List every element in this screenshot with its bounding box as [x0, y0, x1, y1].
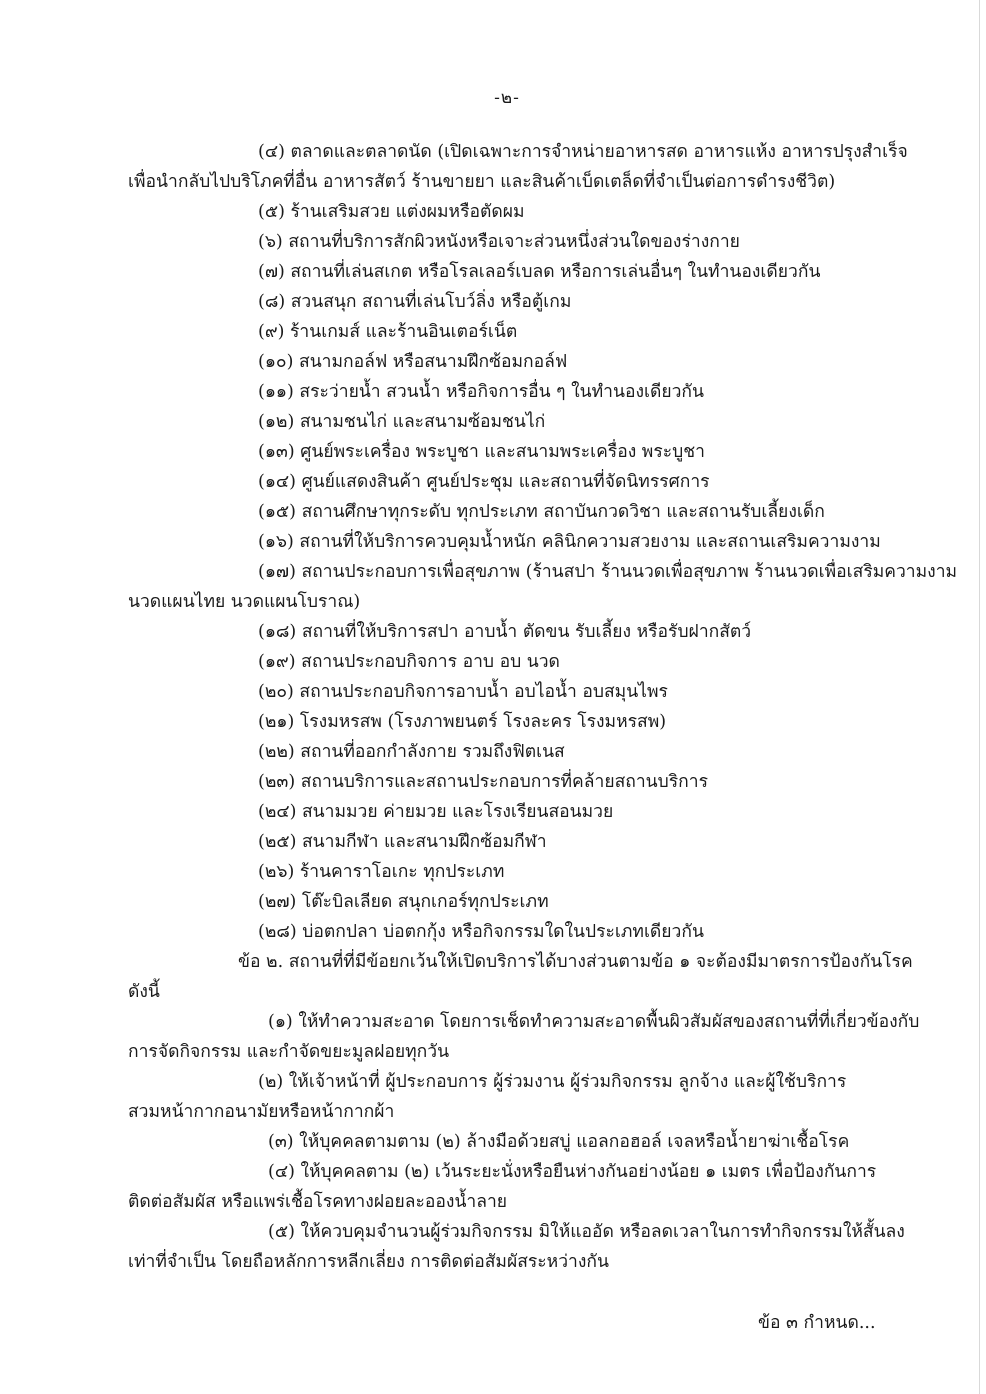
- list-item: (๑๑) สระว่ายน้ำ สวนน้ำ หรือกิจการอื่น ๆ ในทำนองเดียวกัน: [258, 382, 704, 402]
- measure-item: (๔) ให้บุคคลตาม (๒) เว้นระยะนั่งหรือยืนห่างกันอย่างน้อย ๑ เมตร เพื่อป้องกันการ: [268, 1162, 877, 1182]
- list-item: (๒๘) บ่อตกปลา บ่อตกกุ้ง หรือกิจกรรมใดในประเภทเดียวกัน: [258, 922, 704, 942]
- measure-item: (๓) ให้บุคคลตามตาม (๒) ล้างมือด้วยสบู่ แอลกอฮอล์ เจลหรือน้ำยาฆ่าเชื้อโรค: [268, 1132, 850, 1152]
- list-item: (๒๗) โต๊ะบิลเลียด สนุกเกอร์ทุกประเภท: [258, 892, 549, 912]
- page-edge-line: [979, 0, 980, 1394]
- list-item: (๑๓) ศูนย์พระเครื่อง พระบูชา และสนามพระเครื่อง พระบูชา: [258, 442, 705, 462]
- list-item: (๘) สวนสนุก สถานที่เล่นโบว์ลิ่ง หรือตู้เกม: [258, 292, 572, 312]
- list-item: (๙) ร้านเกมส์ และร้านอินเตอร์เน็ต: [258, 322, 518, 342]
- list-item: (๑๕) สถานศึกษาทุกระดับ ทุกประเภท สถาบันกวดวิชา และสถานรับเลี้ยงเด็ก: [258, 502, 825, 522]
- continuation-note: ข้อ ๓ กำหนด...: [758, 1313, 876, 1333]
- list-item: (๒๕) สนามกีฬา และสนามฝึกซ้อมกีฬา: [258, 832, 547, 852]
- measure-item: (๑) ให้ทำความสะอาด โดยการเช็ดทำความสะอาดพื้นผิวสัมผัสของสถานที่ที่เกี่ยวข้องกับ: [268, 1012, 920, 1032]
- measure-item: (๒) ให้เจ้าหน้าที่ ผู้ประกอบการ ผู้ร่วมงาน ผู้ร่วมกิจกรรม ลูกจ้าง และผู้ใช้บริการ: [258, 1072, 847, 1092]
- list-item: (๑๘) สถานที่ให้บริการสปา อาบน้ำ ตัดขน รับเลี้ยง หรือรับฝากสัตว์: [258, 622, 752, 642]
- list-item: (๒๓) สถานบริการและสถานประกอบการที่คล้ายสถานบริการ: [258, 772, 708, 792]
- measure-item-continuation: การจัดกิจกรรม และกำจัดขยะมูลฝอยทุกวัน: [128, 1042, 450, 1062]
- list-item-continuation: นวดแผนไทย นวดแผนโบราณ): [128, 592, 361, 612]
- list-item: (๒๑) โรงมหรสพ (โรงภาพยนตร์ โรงละคร โรงมหรสพ): [258, 712, 667, 732]
- measure-item-continuation: สวมหน้ากากอนามัยหรือหน้ากากผ้า: [128, 1102, 395, 1122]
- list-item: (๑๐) สนามกอล์ฟ หรือสนามฝึกซ้อมกอล์ฟ: [258, 352, 568, 372]
- measure-item-continuation: ติดต่อสัมผัส หรือแพร่เชื้อโรคทางฝอยละอองน้ำลาย: [128, 1192, 508, 1212]
- list-item: (๒๒) สถานที่ออกกำลังกาย รวมถึงฟิตเนส: [258, 742, 565, 762]
- clause-heading-continuation: ดังนี้: [128, 982, 160, 1002]
- list-item: (๖) สถานที่บริการสักผิวหนังหรือเจาะส่วนหนึ่งส่วนใดของร่างกาย: [258, 232, 740, 252]
- measure-item: (๕) ให้ควบคุมจำนวนผู้ร่วมกิจกรรม มิให้แออัด หรือลดเวลาในการทำกิจกรรมให้สั้นลง: [268, 1222, 905, 1242]
- list-item: (๑๙) สถานประกอบกิจการ อาบ อบ นวด: [258, 652, 560, 672]
- page-number: -๒-: [494, 88, 520, 108]
- list-item: (๑๖) สถานที่ให้บริการควบคุมน้ำหนัก คลินิกความสวยงาม และสถานเสริมความงาม: [258, 532, 881, 552]
- list-item: (๒๖) ร้านคาราโอเกะ ทุกประเภท: [258, 862, 505, 882]
- list-item: (๑๒) สนามชนไก่ และสนามซ้อมชนไก่: [258, 412, 546, 432]
- list-item: (๑๗) สถานประกอบการเพื่อสุขภาพ (ร้านสปา ร้านนวดเพื่อสุขภาพ ร้านนวดเพื่อเสริมความงาม: [258, 562, 958, 582]
- clause-heading: ข้อ ๒. สถานที่ที่มีข้อยกเว้นให้เปิดบริการได้บางส่วนตามข้อ ๑ จะต้องมีมาตรการป้องกันโรค: [238, 952, 913, 972]
- list-item: (๒๐) สถานประกอบกิจการอาบน้ำ อบไอน้ำ อบสมุนไพร: [258, 682, 668, 702]
- list-item: (๒๔) สนามมวย ค่ายมวย และโรงเรียนสอนมวย: [258, 802, 614, 822]
- measure-item-continuation: เท่าที่จำเป็น โดยถือหลักการหลีกเลี่ยง การติดต่อสัมผัสระหว่างกัน: [128, 1252, 609, 1272]
- list-item-continuation: เพื่อนำกลับไปบริโภคที่อื่น อาหารสัตว์ ร้านขายยา และสินค้าเบ็ดเตล็ดที่จำเป็นต่อการดำรงชีวิต): [128, 172, 836, 192]
- list-item: (๗) สถานที่เล่นสเกต หรือโรลเลอร์เบลด หรือการเล่นอื่นๆ ในทำนองเดียวกัน: [258, 262, 821, 282]
- list-item: (๕) ร้านเสริมสวย แต่งผมหรือตัดผม: [258, 202, 525, 222]
- list-item: (๑๔) ศูนย์แสดงสินค้า ศูนย์ประชุม และสถานที่จัดนิทรรศการ: [258, 472, 710, 492]
- list-item: (๔) ตลาดและตลาดนัด (เปิดเฉพาะการจำหน่ายอาหารสด อาหารแห้ง อาหารปรุงสำเร็จ: [258, 142, 908, 162]
